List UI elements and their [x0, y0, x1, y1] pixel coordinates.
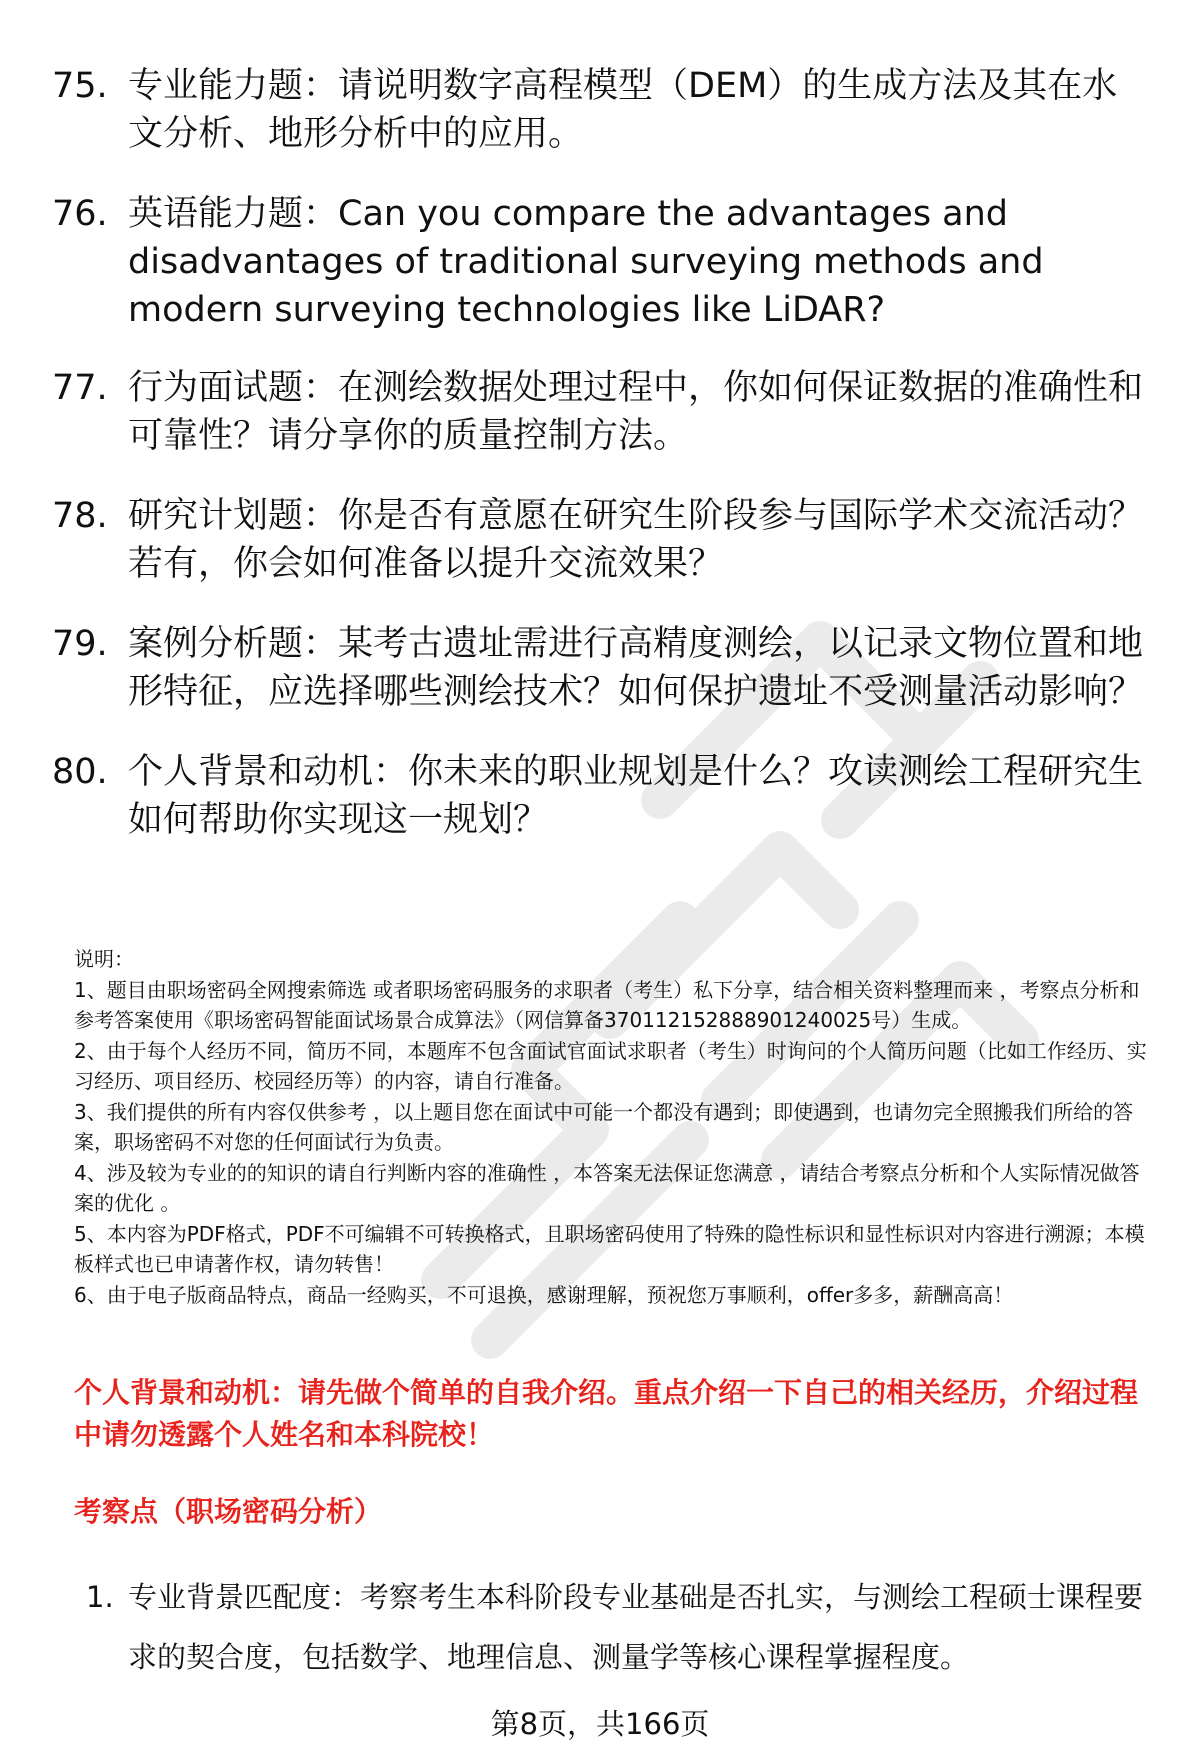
- notes-title: 说明：: [74, 947, 134, 971]
- analysis-item-text: 专业背景匹配度：考察考生本科阶段专业基础是否扎实，与测绘工程硕士课程要求的契合度，包括数学、地理信息、测量学等核心课程掌握程度。: [128, 1580, 1144, 1674]
- question-item: [52, 748, 1152, 844]
- page-footer: 第8页，共166页: [490, 1707, 710, 1741]
- question-text: 英语能力题：Can you compare the advantages and disadvantages of traditional surveying methods and modern surveying technologies like LiDAR?: [128, 194, 1044, 330]
- note-item: 1、题目由职场密码全网搜索筛选 或者职场密码服务的求职者（考生）私下分享，结合相关资料整理而来 ，考察点分析和参考答案使用《职场密码智能面试场景合成算法》（网信算备370112152888901240025号）生成。: [74, 977, 1140, 1032]
- note-item: 4、涉及较为专业的的知识的请自行判断内容的准确性 ，本答案无法保证您满意 ，请结合考察点分析和个人实际情况做答案的优化 。: [74, 1160, 1140, 1215]
- note-item: 3、我们提供的所有内容仅供参考 ，以上题目您在面试中可能一个都没有遇到；即使遇到，也请勿完全照搬我们所给的答案，职场密码不对您的任何面试行为负责。: [74, 1099, 1134, 1154]
- highlight-question: 个人背景和动机：请先做个简单的自我介绍。重点介绍一下自己的相关经历，介绍过程中请勿透露个人姓名和本科院校！: [74, 1376, 1139, 1451]
- question-list: [52, 62, 1152, 876]
- question-number: 80.: [52, 752, 108, 792]
- question-text: 案例分析题：某考古遗址需进行高精度测绘，以记录文物位置和地形特征，应选择哪些测绘技术？如何保护遗址不受测量活动影响？: [128, 624, 1144, 712]
- question-text: 行为面试题：在测绘数据处理过程中，你如何保证数据的准确性和可靠性？请分享你的质量控制方法。: [128, 368, 1144, 456]
- question-item: [52, 190, 1152, 334]
- question-text: 个人背景和动机：你未来的职业规划是什么？攻读测绘工程研究生如何帮助你实现这一规划？: [128, 752, 1144, 840]
- question-item: [52, 62, 1152, 158]
- analysis-item: [86, 1567, 1156, 1687]
- question-item: [52, 364, 1152, 460]
- question-item: [52, 620, 1152, 716]
- note-item: 2、由于每个人经历不同，简历不同，本题库不包含面试官面试求职者（考生）时询问的个人简历问题（比如工作经历、实习经历、项目经历、校园经历等）的内容，请自行准备。: [74, 1038, 1147, 1093]
- question-number: 75.: [52, 66, 108, 106]
- question-number: 78.: [52, 496, 108, 536]
- analysis-list: [86, 1567, 1156, 1687]
- question-number: 76.: [52, 194, 108, 234]
- question-number: 77.: [52, 368, 108, 408]
- note-item: 6、由于电子版商品特点，商品一经购买，不可退换，感谢理解，预祝您万事顺利，offer多多，薪酬高高！: [74, 1282, 1014, 1307]
- analysis-section-title: 考察点（职场密码分析）: [74, 1495, 383, 1528]
- question-number: 79.: [52, 624, 108, 664]
- question-item: [52, 492, 1152, 588]
- note-item: 5、本内容为PDF格式，PDF不可编辑不可转换格式，且职场密码使用了特殊的隐性标识和显性标识对内容进行溯源；本模板样式也已申请著作权，请勿转售！: [74, 1221, 1145, 1276]
- notes-section: [74, 944, 1154, 1310]
- question-text: 研究计划题：你是否有意愿在研究生阶段参与国际学术交流活动？若有，你会如何准备以提升交流效果？: [128, 496, 1144, 584]
- analysis-item-number: 1.: [86, 1580, 114, 1614]
- question-text: 专业能力题：请说明数字高程模型（DEM）的生成方法及其在水文分析、地形分析中的应用。: [128, 66, 1118, 154]
